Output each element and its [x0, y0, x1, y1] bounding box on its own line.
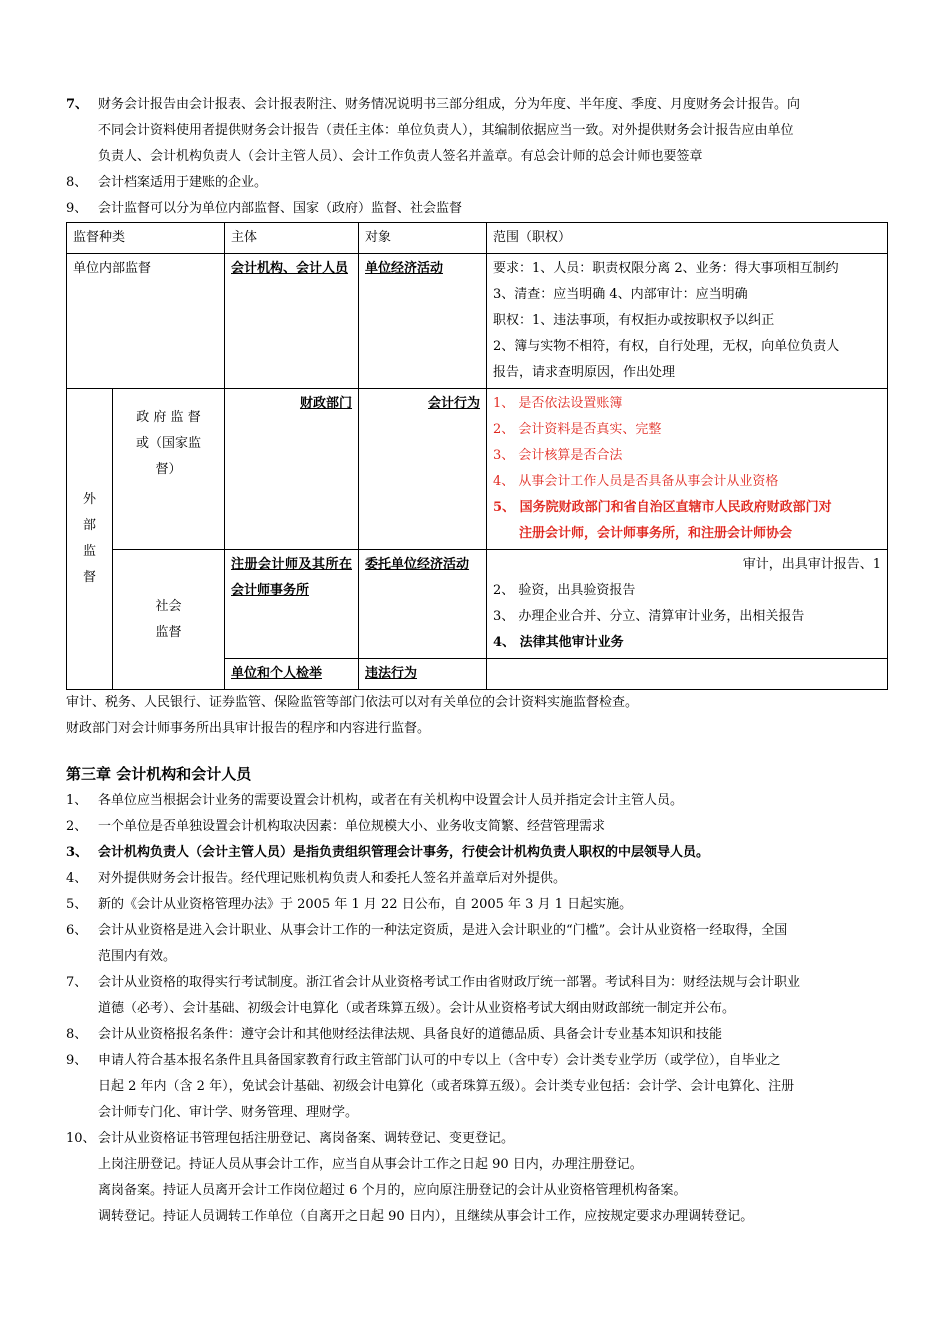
report-object: 违法行为 — [359, 659, 487, 690]
external-label — [67, 389, 113, 690]
report-scope — [487, 659, 888, 690]
external-char: 外 — [82, 492, 96, 507]
item-number: 5、 — [66, 897, 88, 912]
social-object: 委托单位经济活动 — [359, 550, 487, 659]
external-char: 部 — [82, 518, 96, 533]
list-item — [66, 892, 886, 918]
list-item — [66, 840, 886, 866]
internal-object: 单位经济活动 — [359, 254, 487, 389]
item-continuation: 会计师专门化、审计学、财务管理、理财学。 — [98, 1105, 359, 1120]
item-7-line-3: 负责人、会计机构负责人（会计主管人员）、会计工作负责人签名并盖章。有总会计师的总会计师也要签章 — [98, 149, 703, 164]
gov-scope — [487, 389, 888, 550]
scope-line: 要求：1、人员：职责权限分离 2、业务：得大事项相互制约 — [493, 261, 839, 276]
item-7-line-2: 不同会计资料使用者提供财务会计报告（责任主体：单位负责人），其编制依据应当一致。对外提供财务会计报告应由单位 — [98, 123, 794, 138]
item-9 — [66, 196, 886, 222]
item-continuation: 道德（必考）、会计基础、初级会计电算化（或者珠算五级）。会计从业资格考试大纲由财政部统一制定并公布。 — [98, 1001, 736, 1016]
social-scope — [487, 550, 888, 659]
list-item — [66, 1048, 886, 1074]
item-8-text: 会计档案适用于建账的企业。 — [98, 175, 268, 190]
scope-line: 3、 会计核算是否合法 — [493, 448, 623, 463]
table-row-gov — [67, 389, 888, 550]
item-7 — [66, 92, 886, 118]
scope-line: 注册会计师，会计师事务所，和注册会计师协会 — [519, 526, 793, 541]
item-number: 2、 — [66, 819, 88, 834]
scope-line: 4、 法律其他审计业务 — [493, 635, 624, 650]
item-number: 8、 — [66, 1027, 88, 1042]
scope-line: 2、 验资，出具验资报告 — [493, 583, 636, 598]
internal-type: 单位内部监督 — [67, 254, 225, 389]
registration-line: 离岗备案。持证人员离开会计工作岗位超过 6 个月的，应向原注册登记的会计从业资格管理机构备案。 — [98, 1183, 687, 1198]
registration-line: 调转登记。持证人员调转工作单位（自离开之日起 90 日内），且继续从事会计工作，应按规定要求办理调转登记。 — [98, 1209, 754, 1224]
item-number: 10、 — [66, 1131, 96, 1146]
item-number: 8、 — [66, 175, 88, 190]
scope-line: 2、 会计资料是否真实、完整 — [493, 422, 662, 437]
scope-line: 2、簿与实物不相符，有权，自行处理，无权，向单位负责人 — [493, 339, 840, 354]
scope-line: 5、 国务院财政部门和省自治区直辖市人民政府财政部门对 — [493, 500, 832, 515]
list-item — [66, 1126, 886, 1152]
gov-object: 会计行为 — [359, 389, 487, 550]
item-text: 会计从业资格证书管理包括注册登记、离岗备案、调转登记、变更登记。 — [98, 1131, 515, 1146]
gov-type-line: 或（国家监 — [135, 436, 201, 451]
scope-line: 1、 是否依法设置账簿 — [493, 396, 623, 411]
registration-line: 上岗注册登记。持证人员从事会计工作，应当自从事会计工作之日起 90 日内，办理注册登记。 — [98, 1157, 643, 1172]
document-page — [66, 92, 886, 1230]
header-subject: 主体 — [225, 223, 359, 254]
table-row-internal — [67, 254, 888, 389]
gov-subject: 财政部门 — [225, 389, 359, 550]
item-number: 9、 — [66, 1053, 88, 1068]
social-type-line: 监督 — [155, 624, 182, 640]
header-scope: 范围（职权） — [487, 223, 888, 254]
external-char: 督 — [82, 570, 96, 585]
social-type — [113, 550, 225, 690]
scope-line: 3、清查：应当明确 4、内部审计：应当明确 — [493, 287, 748, 302]
list-item — [66, 866, 886, 892]
item-number: 3、 — [66, 845, 89, 860]
header-type: 监督种类 — [67, 223, 225, 254]
item-number: 6、 — [66, 923, 88, 938]
item-continuation: 范围内有效。 — [98, 949, 177, 964]
list-item — [66, 788, 886, 814]
table-row-social — [67, 550, 888, 659]
gov-type-line: 督） — [155, 462, 182, 477]
item-text: 会计机构负责人（会计主管人员）是指负责组织管理会计事务，行使会计机构负责人职权的中层领导人员。 — [98, 845, 710, 860]
social-type-line: 社会 — [155, 598, 182, 614]
item-text: 申请人符合基本报名条件且具备国家教育行政主管部门认可的中专以上（含中专）会计类专业学历（或学位），自毕业之 — [98, 1053, 781, 1068]
item-number: 9、 — [66, 201, 88, 216]
chapter-title: 第三章 会计机构和会计人员 — [66, 765, 252, 783]
item-8 — [66, 170, 886, 196]
item-text: 会计从业资格的取得实行考试制度。浙江省会计从业资格考试工作由省财政厅统一部署。考试科目为：财经法规与会计职业 — [98, 975, 801, 990]
scope-line: 职权：1、违法事项，有权拒办或按职权予以纠正 — [493, 313, 775, 328]
list-item — [66, 1022, 886, 1048]
scope-line: 审计，出具审计报告、1 — [742, 557, 881, 572]
list-item — [66, 918, 886, 944]
internal-scope — [487, 254, 888, 389]
item-continuation: 日起 2 年内（含 2 年），免试会计基础、初级会计电算化（或者珠算五级）。会计类专业包括：会计学、会计电算化、注册 — [98, 1079, 795, 1094]
item-text: 各单位应当根据会计业务的需要设置会计机构，或者在有关机构中设置会计人员并指定会计主管人员。 — [98, 793, 684, 808]
gov-type — [113, 389, 225, 550]
item-7-line-1: 财务会计报告由会计报表、会计报表附注、财务情况说明书三部分组成，分为年度、半年度、季度、月度财务会计报告。向 — [98, 97, 801, 112]
item-number: 4、 — [66, 871, 88, 886]
supervision-table — [66, 222, 888, 690]
item-text: 会计从业资格是进入会计职业、从事会计工作的一种法定资质，是进入会计职业的“门槛”。会计从业资格一经取得，全国 — [98, 923, 788, 938]
gov-type-line: 政 府 监 督 — [136, 410, 201, 425]
item-text: 新的《会计从业资格管理办法》于 2005 年 1 月 22 日公布，自 2005 年 3 月 1 日起实施。 — [98, 897, 633, 912]
list-item — [66, 814, 886, 840]
scope-line: 4、 从事会计工作人员是否具备从事会计从业资格 — [493, 474, 779, 489]
list-item — [66, 970, 886, 996]
scope-line: 报告，请求查明原因，作出处理 — [493, 365, 676, 380]
social-subject: 注册会计师及其所在会计师事务所 — [225, 550, 359, 659]
table-header-row — [67, 223, 888, 254]
scope-line: 3、 办理企业合并、分立、清算审计业务，出相关报告 — [493, 609, 805, 624]
item-number: 1、 — [66, 793, 88, 808]
after-table-line-2: 财政部门对会计师事务所出具审计报告的程序和内容进行监督。 — [66, 721, 431, 736]
report-subject: 单位和个人检举 — [225, 659, 359, 690]
item-9-text: 会计监督可以分为单位内部监督、国家（政府）监督、社会监督 — [98, 201, 463, 216]
internal-subject: 会计机构、会计人员 — [225, 254, 359, 389]
external-char: 监 — [82, 544, 96, 559]
header-object: 对象 — [359, 223, 487, 254]
after-table-line-1: 审计、税务、人民银行、证券监管、保险监管等部门依法可以对有关单位的会计资料实施监督检查。 — [66, 695, 639, 710]
item-text: 一个单位是否单独设置会计机构取决因素：单位规模大小、业务收支简繁、经营管理需求 — [98, 819, 606, 834]
item-text: 会计从业资格报名条件：遵守会计和其他财经法律法规、具备良好的道德品质、具备会计专业基本知识和技能 — [98, 1027, 723, 1042]
item-text: 对外提供财务会计报告。经代理记账机构负责人和委托人签名并盖章后对外提供。 — [98, 871, 567, 886]
item-number: 7、 — [66, 97, 89, 112]
item-number: 7、 — [66, 975, 88, 990]
